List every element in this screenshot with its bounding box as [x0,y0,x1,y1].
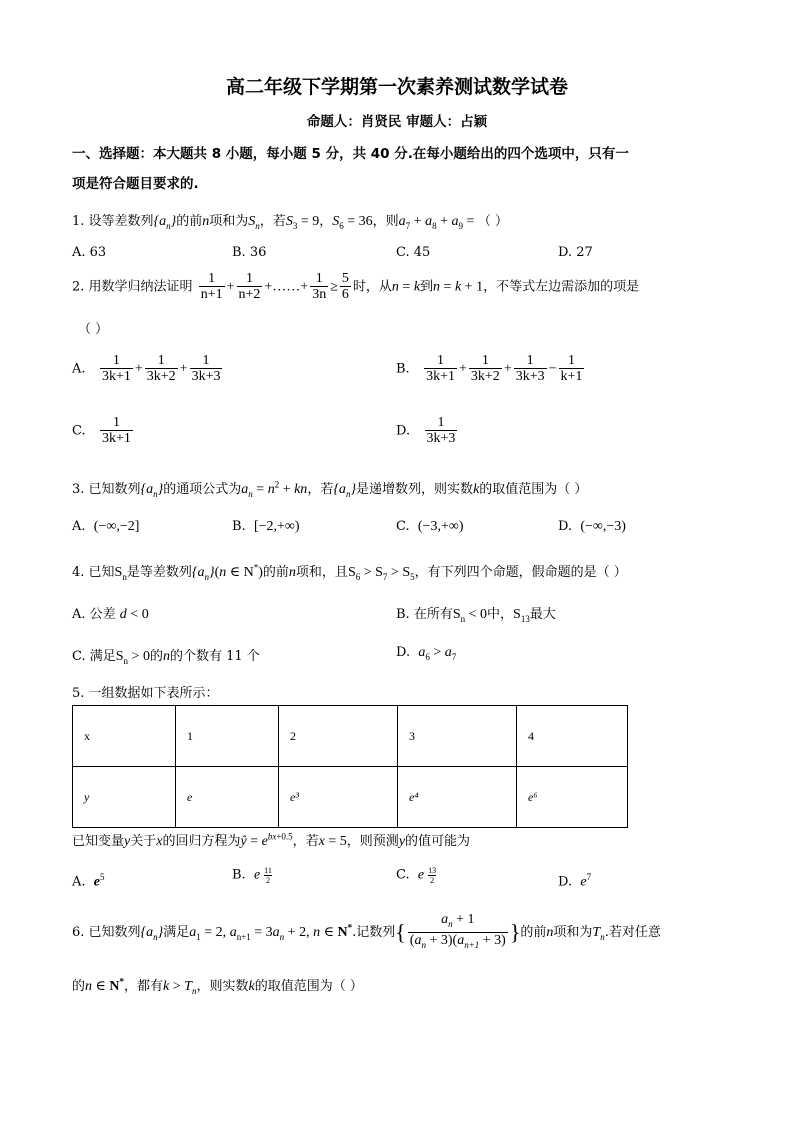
question-4: 4. 已知$S_n$是等差数列$\{a_n\}(n$ ∈ N*)的前n项和，且$S_6 > S_7 > S_5$，有下列四个命题，假命题的是（ ） [72,562,627,582]
table-cell: y [73,767,176,828]
q3-option-b[interactable]: B. [−2,+∞) [232,519,300,534]
q2-option-c[interactable]: C. $\frac{1}{3k+1}$ [72,415,131,446]
q1-option-c[interactable]: C. 45 [396,245,431,260]
authors-line: 命题人：肖贤民 审题人：占颖 [306,114,488,130]
q1-option-d[interactable]: D. 27 [558,245,593,260]
data-table [72,705,628,828]
table-cell: 1 [176,706,279,767]
q4-option-a[interactable]: A. 公差 d < 0 [72,607,149,622]
section-heading-line2: 项是符合题目要求的. [72,176,199,192]
question-5-intro: 5. 一组数据如下表所示： [72,686,219,701]
table-cell: e⁶ [517,767,628,828]
question-5-text: 已知变量y关于x的回归方程为ŷ = $e^{bx+0.5}$，若x = 5，则预测y的值可能为 [72,831,471,849]
q2-paren: （ ） [78,322,109,337]
question-6-cont: 的n ∈ N*，都有$k > T_n$，则实数k的取值范围为（ ） [72,976,363,996]
q2-option-a[interactable]: A. $\frac{1}{3k+1}$ + $\frac{1}{3k+2}$ + $\frac{1}{3k+3}$ [72,353,221,384]
q3-option-c[interactable]: C. (−3,+∞) [396,519,464,534]
q1-option-a[interactable]: A. 63 [72,245,107,260]
table-cell: e [176,767,279,828]
q5-option-c[interactable]: C. e $\frac{13}{2}$ [396,866,437,885]
q2-option-b[interactable]: B. $\frac{1}{3k+1}$ + $\frac{1}{3k+2}$ + $\frac{1}{3k+3}$ − $\frac{1}{k+1}$ [396,353,583,384]
q1-option-b[interactable]: B. 36 [232,245,267,260]
q3-option-a[interactable]: A. (−∞,−2] [72,519,140,534]
q4-option-b[interactable]: B. 在所有$S_n < 0$中，$S_{13}$最大 [396,607,556,624]
table-cell: x [73,706,176,767]
q2-option-d[interactable]: D. $\frac{1}{3k+3}$ [396,415,456,446]
q5-option-b[interactable]: B. e $\frac{11}{2}$ [232,866,272,885]
question-6: 6. 已知数列$\{a_n\}$满足$a_1 = 2$, $a_{n+1} = 3a_n + 2$, n ∈ N*.记数列{ $\frac{a_n + 1}{(a_n + 3)(a_{n+1} + 3)}$ }的前n项和为$T_n$.若对任意 [72,912,661,953]
table-row [73,706,628,767]
q4-option-d[interactable]: D. $a_6 > a_7$ [396,645,457,662]
question-2: 2. 用数学归纳法证明 $\frac{1}{n+1}$ + $\frac{1}{n+2}$ +……+ $\frac{1}{3n}$ ≥ $\frac{5}{6}$ 时，从n = k到n = k + 1，不等式左边需添加的项是 [72,271,640,302]
table-cell: 3 [398,706,517,767]
table-cell: 2 [279,706,398,767]
question-1: 1. 设等差数列$\{a_n\}$的前n项和为$S_n$，若$S_3 = 9$，$S_6 = 36$，则$a_7 + a_8 + a_9$ = （ ） [72,214,509,231]
table-cell: e⁴ [398,767,517,828]
table-cell: 4 [517,706,628,767]
table-row [73,767,628,828]
q3-option-d[interactable]: D. (−∞,−3) [558,519,626,534]
section-heading-line1: 一、选择题：本大题共 8 小题，每小题 5 分，共 40 分.在每小题给出的四个选项中，只有一 [72,146,629,162]
page-title: 高二年级下学期第一次素养测试数学试卷 [225,76,568,98]
q5-option-a[interactable]: A. $e^5$ [72,872,105,890]
table-cell: e³ [279,767,398,828]
question-3: 3. 已知数列$\{a_n\}$的通项公式为$a_n = n^2$ + kn，若$\{a_n\}$是递增数列，则实数k的取值范围为（ ） [72,479,588,499]
q5-option-d[interactable]: D. $e^7$ [558,872,592,890]
q4-option-c[interactable]: C. 满足$S_n > 0$的n的个数有 11 个 [72,649,260,666]
